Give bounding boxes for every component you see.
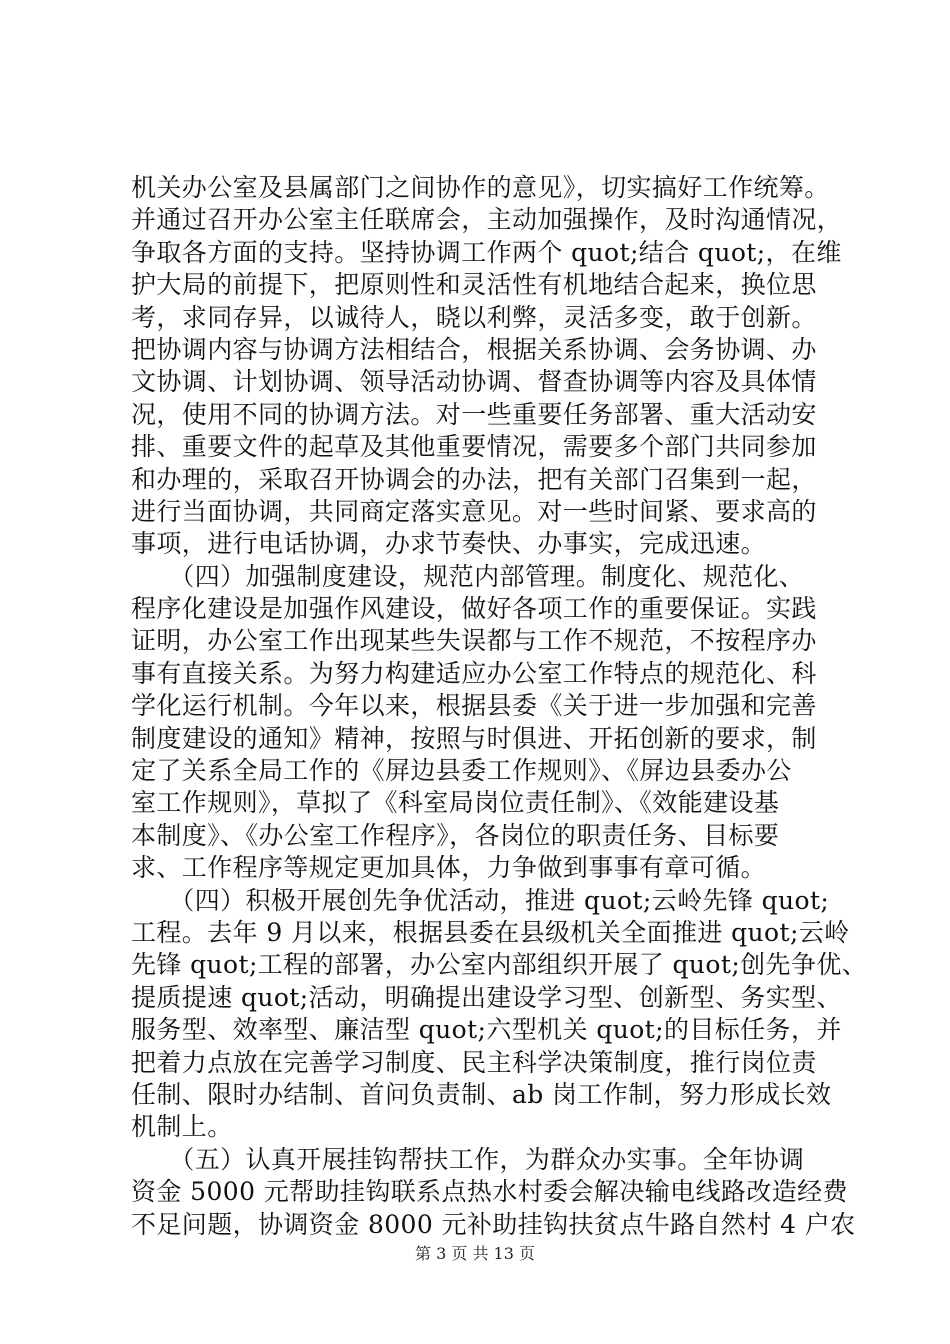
text-line: 证明，办公室工作出现某些失误都与工作不规范，不按程序办: [131, 626, 817, 656]
text-line: 求、工作程序等规定更加具体，力争做到事事有章可循。: [131, 853, 767, 883]
text-line: 机制上。: [131, 1112, 233, 1142]
text-line: 服务型、效率型、廉洁型 quot;六型机关 quot;的目标任务，并: [131, 1015, 842, 1045]
text-line: 资金 5000 元帮助挂钩联系点热水村委会解决输电线路改造经费: [131, 1177, 848, 1207]
text-line: 先锋 quot;工程的部署，办公室内部组织开展了 quot;创先争优、: [131, 950, 868, 980]
text-line: 争取各方面的支持。坚持协调工作两个 quot;结合 quot;，在维: [131, 237, 842, 267]
text-line: （四）积极开展创先争优活动，推进 quot;云岭先锋 quot;: [131, 885, 830, 915]
text-line: 不足问题，协调资金 8000 元补助挂钩扶贫点牛路自然村 4 户农: [131, 1209, 856, 1239]
text-line: 并通过召开办公室主任联席会，主动加强操作，及时沟通情况，: [131, 205, 843, 235]
text-line: 机关办公室及县属部门之间协作的意见》，切实搞好工作统筹。: [131, 173, 830, 202]
text-line: 任制、限时办结制、首问负责制、ab 岗工作制，努力形成长效: [131, 1079, 832, 1109]
text-line: 排、重要文件的起草及其他重要情况，需要多个部门共同参加: [131, 432, 817, 462]
text-line: 护大局的前提下，把原则性和灵活性有机地结合起来，换位思: [131, 270, 817, 300]
text-line: 提质提速 quot;活动，明确提出建设学习型、创新型、务实型、: [131, 982, 842, 1012]
page-footer: [0, 1244, 950, 1264]
text-line: （四）加强制度建设，规范内部管理。制度化、规范化、: [131, 561, 805, 591]
text-line: 把协调内容与协调方法相结合，根据关系协调、会务协调、办: [131, 334, 817, 364]
text-line: 工程。去年 9 月以来，根据县委在县级机关全面推进 quot;云岭: [131, 917, 850, 947]
text-line: 和办理的，采取召开协调会的办法，把有关部门召集到一起，: [131, 464, 817, 494]
text-line: 把着力点放在完善学习制度、民主科学决策制度，推行岗位责: [131, 1047, 817, 1077]
text-line: 事有直接关系。为努力构建适应办公室工作特点的规范化、科: [131, 658, 817, 688]
text-line: 事项，进行电话协调，办求节奏快、办事实，完成迅速。: [131, 529, 767, 559]
body-text: [131, 172, 868, 1241]
text-line: 况，使用不同的协调方法。对一些重要任务部署、重大活动安: [131, 399, 817, 429]
text-line: 考，求同存异，以诚待人，晓以利弊，灵活多变，敢于创新。: [131, 302, 817, 332]
page-number: 第 3 页 共 13 页: [415, 1244, 535, 1263]
text-line: 程序化建设是加强作风建设，做好各项工作的重要保证。实践: [131, 594, 817, 624]
text-line: 定了关系全局工作的《屏边县委工作规则》、《屏边县委办公: [131, 756, 792, 786]
text-line: 制度建设的通知》精神，按照与时俱进、开拓创新的要求，制: [131, 723, 817, 753]
text-line: 室工作规则》，草拟了《科室局岗位责任制》、《效能建设基: [131, 788, 780, 818]
text-line: 进行当面协调，共同商定落实意见。对一些时间紧、要求高的: [131, 496, 817, 526]
text-line: 文协调、计划协调、领导活动协调、督查协调等内容及具体情: [131, 367, 817, 397]
text-line: 学化运行机制。今年以来，根据县委《关于进一步加强和完善: [131, 691, 817, 721]
text-line: 本制度》、《办公室工作程序》，各岗位的职责任务、目标要: [131, 820, 780, 850]
text-line: （五）认真开展挂钩帮扶工作，为群众办实事。全年协调: [131, 1144, 805, 1174]
